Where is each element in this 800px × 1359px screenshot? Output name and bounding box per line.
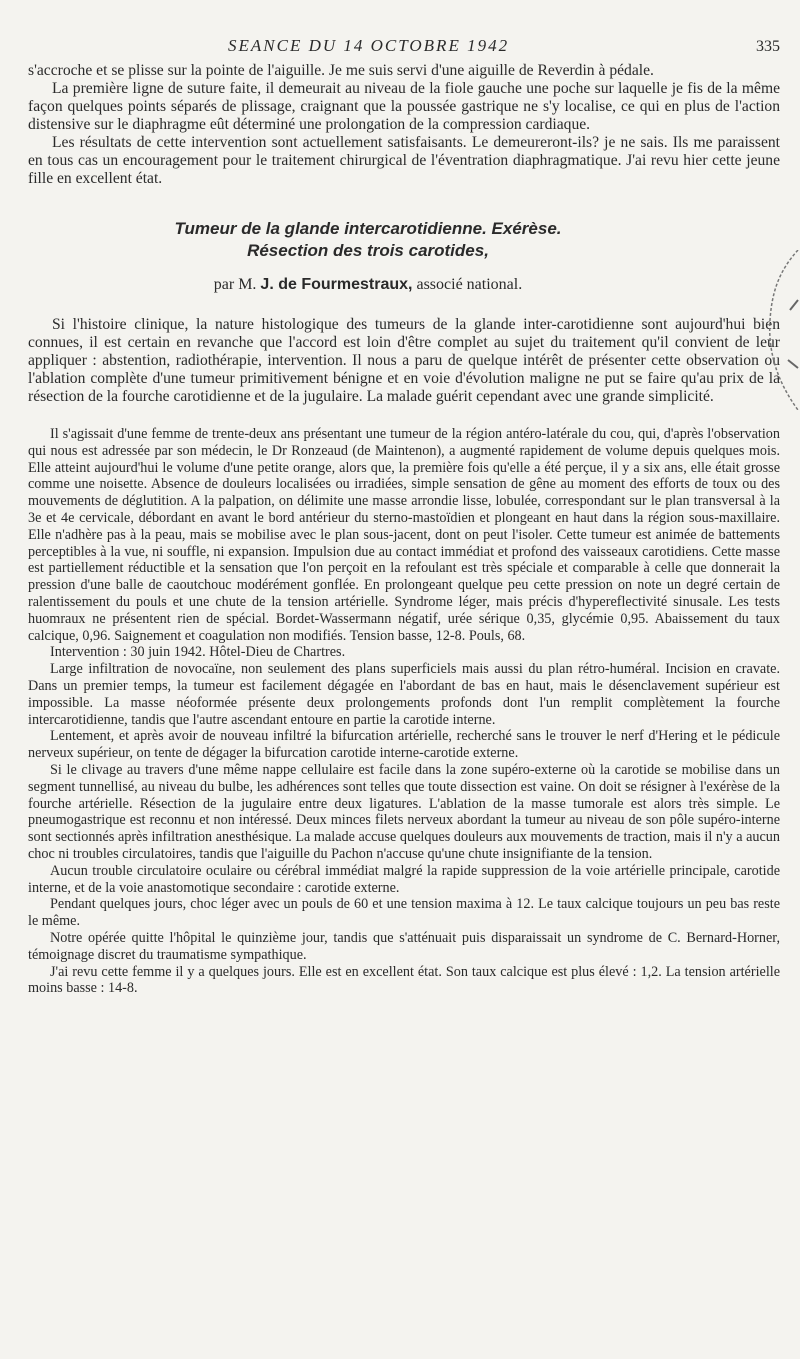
intro-paragraph: Les résultats de cette intervention sont actuellement satisfaisants. Le demeureront-ils? je ne sais. Ils me paraissent en tous cas un encouragement pour le traitement chirurgical de l'éventration diaphragmatique. J'ai revu hier cette jeune fille en excellent état.: [28, 134, 780, 187]
running-head: [28, 36, 780, 62]
byline: [68, 276, 668, 294]
article-title: [68, 218, 668, 262]
case-paragraph: Aucun trouble circulatoire oculaire ou cérébral immédiat malgré la rapide suppression de la voie artérielle principale, carotide interne, et de la voie anastomotique secondaire : carotide externe.: [28, 862, 780, 896]
case-paragraph: Si le clivage au travers d'une même nappe cellulaire est facile dans la zone supéro-externe où la carotide se mobilise dans un segment tunnellisé, au niveau du bulbe, les adhérences sont telles que toute dissection est vaine. On doit se résigner à l'exérèse de la fourche artérielle. Résection de la jugulaire entre deux ligatures. L'ablation de la masse tumorale est alors très simple. Le pneumogastrique est reconnu et non intéressé. Deux minces filets nerveux abordant la tumeur au niveau de son pôle supéro-interne sont sectionnés après infiltration anesthésique. La malade accuse quelques douleurs aux mouvements de traction, mais il n'y a aucun choc ni troubles circulatoires, tandis que l'aiguille du Pachon n'accuse qu'une chute insignifiante de la tension.: [28, 761, 780, 862]
lead-paragraph: Si l'histoire clinique, la nature histologique des tumeurs de la glande inter-carotidienne sont aujourd'hui bien connues, il est certain en revanche que l'accord est loin d'être complet au sujet du traitement qu'il convient de leur appliquer : abstention, radiothérapie, intervention. Il nous a paru de quelque intérêt de présenter cette observation ou l'ablation complète d'une tumeur primitivement bénigne et en voie d'évolution maligne ne put se faire qu'au prix de la résection de la fourche carotidienne et de la jugulaire. La malade guérit cependant avec une grande simplicité.: [28, 316, 780, 405]
byline-suffix: associé national.: [416, 276, 523, 293]
library-stamp-mark: [750, 250, 800, 410]
case-paragraph: Lentement, et après avoir de nouveau infiltré la bifurcation artérielle, recherché sans le trouver le nerf d'Hering et le pédicule nerveux supérieur, on tente de dégager la bifurcation carotide interne-carotide externe.: [28, 728, 780, 762]
case-paragraph: Il s'agissait d'une femme de trente-deux ans présentant une tumeur de la région antéro-latérale du cou, qui, d'après l'observation qui nous est adressée par son médecin, le Dr Ronzeaud (de Maintenon), a augmenté rapidement de volume depuis quelques mois. Elle atteint aujourd'hui le volume d'une petite orange, alors que, la première fois qu'elle a été perçue, il y a six ans, elle était grosse comme une noisette. Absence de douleurs localisées ou irradiées, simple sensation de gêne au moment des efforts de toux ou des mouvements de déglutition. A la palpation, on délimite une masse arrondie lisse, lobulée, correspondant sur le plan transversal à la 3e et 4e cervicale, débordant en avant le bord antérieur du sterno-mastoïdien et plongeant en haut dans la région sous-maxillaire. Elle n'adhère pas à la peau, mais se mobilise avec le plan sous-jacent, dont on peut l'isoler. Cette tumeur est animée de battements perceptibles à la vue, ni souffle, ni expansion. Impulsion due au contact immédiat et profond des vaisseaux carotidiens. Cette masse est partiellement réductible et la sensation que l'on perçoit en la refoulant est très spéciale et comparable à celle que donnerait la pression d'une balle de caoutchouc modérément gonflée. En prolongeant quelque peu cette pression on note un degré certain de ralentissement du pouls et une chute de la tension artérielle. Syndrome léger, mais précis d'hypereflectivité sinusale. Les tests huomraux ne présentent rien de spécial. Bordet-Wassermann négatif, urée sérique 0,35, glycémie 0,95. Abaissement du taux calcique, 0,96. Saignement et coagulation non modifiés. Tension basse, 12-8. Pouls, 68.: [28, 426, 780, 644]
page-number: 335: [756, 38, 780, 55]
case-paragraph: Large infiltration de novocaïne, non seulement des plans superficiels mais aussi du plan rétro-huméral. Incision en cravate. Dans un premier temps, la tumeur est facilement dégagée en l'abordant de bas en haut, mais le désenclavement supérieur est impossible. La masse néoformée présente deux prolongements profonds dont l'un remplit complètement la fourche intercarotidienne, tandis que l'autre ascendant entoure en partie la carotide interne.: [28, 661, 780, 728]
article-title-line: Résection des trois carotides,: [247, 241, 489, 260]
article-title-line: Tumeur de la glande intercarotidienne. Exérèse.: [174, 219, 562, 238]
intro-paragraph: s'accroche et se plisse sur la pointe de l'aiguille. Je me suis servi d'une aiguille de Reverdin à pédale.: [28, 62, 654, 79]
intro-text: [28, 62, 780, 188]
author-name: J. de Fourmestraux,: [260, 276, 413, 293]
lead-text: [28, 316, 780, 406]
case-paragraph: Pendant quelques jours, choc léger avec un pouls de 60 et une tension maxima à 12. Le taux calcique toujours un peu bas reste le même.: [28, 896, 780, 930]
case-paragraph: J'ai revu cette femme il y a quelques jours. Elle est en excellent état. Son taux calcique est plus élevé : 1,2. La tension artérielle moins basse : 14-8.: [28, 963, 780, 997]
running-title: SEANCE DU 14 OCTOBRE 1942: [228, 36, 510, 55]
case-paragraph: Intervention : 30 juin 1942. Hôtel-Dieu de Chartres.: [50, 644, 346, 661]
intro-paragraph: La première ligne de suture faite, il demeurait au niveau de la fiole gauche une poche sur laquelle je fis de la même façon quelques points séparés de plissage, craignant que la poussée gastrique ne s'y localise, ce qui en plus de l'action distensive sur le diaphragme eût déterminé une prolongation de la compression cardiaque.: [28, 80, 780, 133]
byline-prefix: par M.: [213, 276, 257, 293]
case-paragraph: Notre opérée quitte l'hôpital le quinzième jour, tandis que s'atténuait puis disparaissait un syndrome de C. Bernard-Horner, témoignage discret du traumatisme sympathique.: [28, 929, 780, 963]
page: [28, 36, 780, 997]
case-report: [28, 426, 780, 997]
